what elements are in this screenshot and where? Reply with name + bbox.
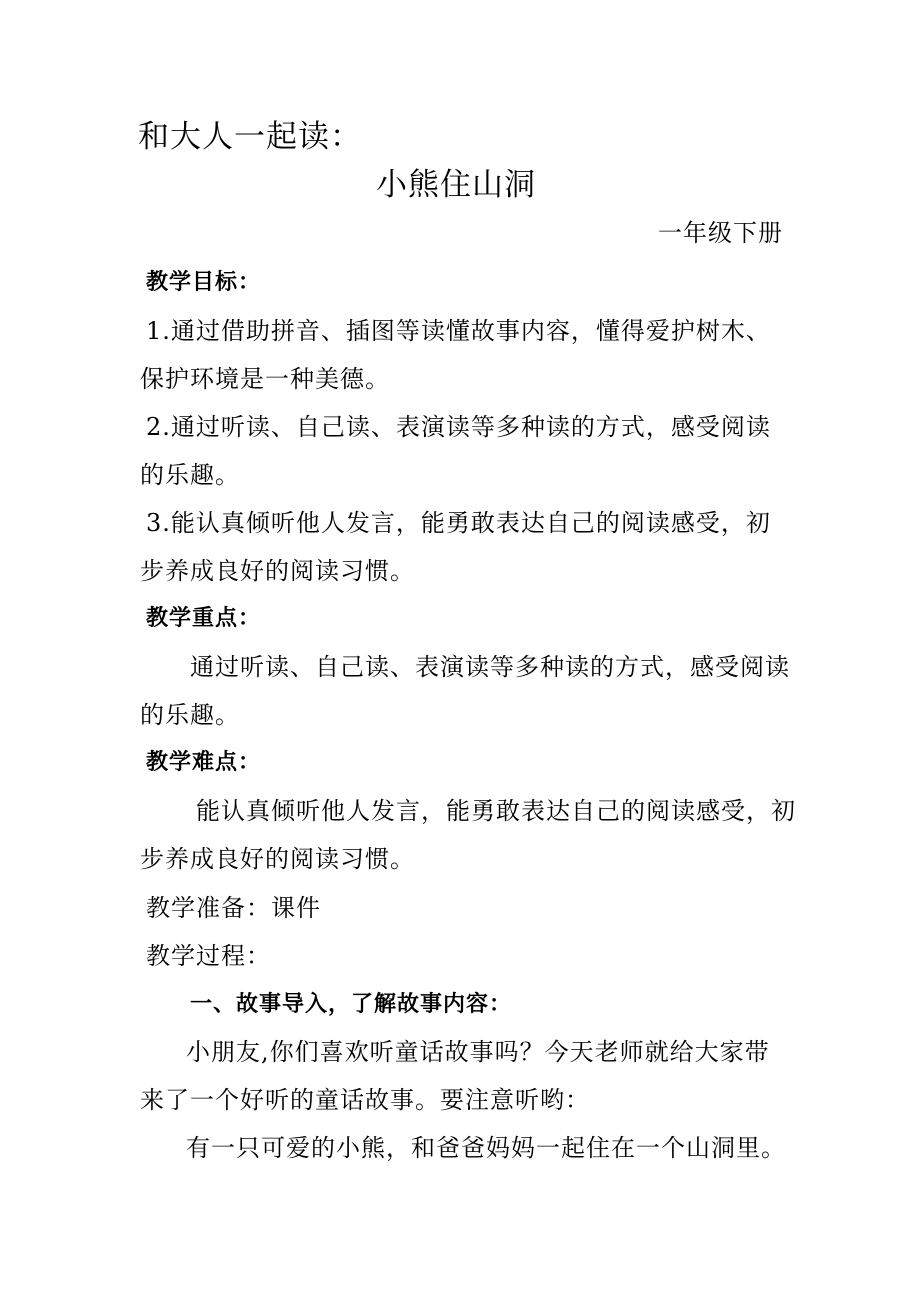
document-header: 和大人一起读： [138,119,362,155]
difficulty-line-1: 能认真倾听他人发言，能勇敢表达自己的阅读感受，初 [196,797,796,825]
preparation-line: 教学准备：课件 [146,894,321,922]
section1-paragraph-2: 有一只可爱的小熊，和爸爸妈妈一起住在一个山洞里。 [186,1134,786,1162]
objective-item-2-line-2: 的乐趣。 [140,461,240,489]
key-point-line-1: 通过听读、自己读、表演读等多种读的方式，感受阅读 [190,653,790,681]
objective-item-3-line-2: 步养成良好的阅读习惯。 [140,557,415,585]
difficulty-line-2: 步养成良好的阅读习惯。 [140,845,415,873]
section1-heading: 一、故事导入，了解故事内容： [190,992,513,1017]
difficulty-heading: 教学难点： [146,750,262,775]
objective-item-2-line-1: 2.通过听读、自己读、表演读等多种读的方式，感受阅读 [146,413,771,441]
section1-paragraph-1-line-1: 小朋友,你们喜欢听童话故事吗？今天老师就给大家带 [186,1038,770,1066]
key-point-line-2: 的乐趣。 [140,701,240,729]
process-label: 教学过程： [146,942,271,970]
objective-item-1-line-1: 1.通过借助拼音、插图等读懂故事内容，懂得爱护树木、 [146,317,771,345]
objective-item-3-line-1: 3.能认真倾听他人发言，能勇敢表达自己的阅读感受，初 [146,509,771,537]
objective-item-1-line-2: 保护环境是一种美德。 [140,365,390,393]
objectives-heading: 教学目标： [146,270,262,295]
key-point-heading: 教学重点： [146,606,262,631]
grade-label: 一年级下册 [658,219,783,247]
document-title: 小熊住山洞 [376,167,536,203]
section1-paragraph-1-line-2: 来了一个好听的童话故事。要注意听哟： [140,1086,590,1114]
